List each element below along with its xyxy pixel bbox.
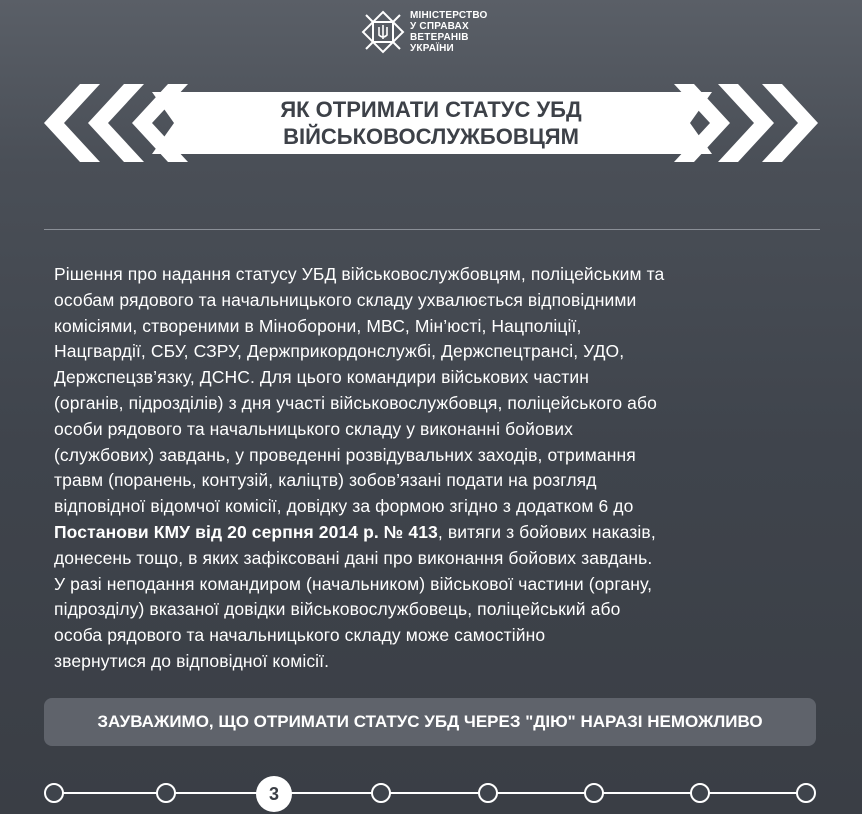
title-line-2: ВІЙСЬКОВОСЛУЖБОВЦЯМ — [283, 124, 579, 149]
body-line: підрозділу) вказаної довідки військовослужбовець, поліцейський або — [54, 599, 621, 620]
body-line: Постанови КМУ від 20 серпня 2014 р. № 413, витяги з бойових наказів, — [54, 521, 656, 542]
notice-text: ЗАУВАЖИМО, ЩО ОТРИМАТИ СТАТУС УБД ЧЕРЕЗ "ДІЮ" НАРАЗІ НЕМОЖЛИВО — [97, 712, 763, 731]
resolution-reference: Постанови КМУ від 20 серпня 2014 р. № 413 — [54, 521, 438, 542]
body-line: комісіями, створеними в Міноборони, МВС, Мін’юсті, Нацполіції, — [54, 315, 582, 336]
body-line: Держспецзв’язку, ДСНС. Для цього командири військових частин — [54, 367, 589, 388]
step-progress — [0, 770, 862, 814]
step-dot-1[interactable] — [45, 784, 63, 802]
ministry-logo — [360, 6, 488, 58]
page-title — [180, 92, 682, 154]
body-line: (органів, підрозділів) з дня участі військовослужбовця, поліцейського або — [54, 392, 657, 413]
ministry-emblem-icon — [360, 9, 406, 55]
step-dot-8[interactable] — [797, 784, 815, 802]
step-dot-7[interactable] — [691, 784, 709, 802]
title-line-1: ЯК ОТРИМАТИ СТАТУС УБД — [280, 97, 582, 122]
current-step-badge[interactable]: 3 — [256, 776, 292, 812]
body-line: особам рядового та начальницького складу ухвалюється відповідними — [54, 289, 637, 310]
body-line: Рішення про надання статусу УБД військовослужбовцям, поліцейським та — [54, 264, 665, 284]
body-line: У разі неподання командиром (начальником) військової частини (органу, — [54, 573, 653, 594]
body-line: звернутися до відповідної комісії. — [54, 650, 330, 671]
ministry-name: МІНІСТЕРСТВО У СПРАВАХ ВЕТЕРАНІВ УКРАЇНИ — [410, 10, 488, 54]
title-banner — [0, 68, 862, 178]
body-line: Нацгвардії, СБУ, СЗРУ, Держприкордонслужбі, Держспецтрансі, УДО, — [54, 341, 625, 362]
body-line: особи рядового та начальницького складу у виконанні бойових — [54, 418, 573, 439]
step-dot-2[interactable] — [157, 784, 175, 802]
body-paragraph — [54, 262, 824, 675]
body-line: відповідної відомчої комісії, довідку за формою згідно з додатком 6 до — [54, 496, 634, 517]
right-chevrons-icon — [674, 84, 818, 162]
body-line: (службових) завдань, у проведенні розвідувальних заходів, отримання — [54, 444, 636, 465]
body-line: донесень тощо, в яких зафіксовані дані про виконання бойових завдань. — [54, 547, 653, 568]
body-line: особа рядового та начальницького складу може самостійно — [54, 625, 546, 646]
notice-banner — [44, 698, 816, 746]
step-dot-5[interactable] — [479, 784, 497, 802]
step-dot-4[interactable] — [372, 784, 390, 802]
divider — [44, 229, 820, 230]
body-line: травм (поранень, контузій, каліцтв) зобов’язані подати на розгляд — [54, 470, 597, 491]
step-dot-6[interactable] — [585, 784, 603, 802]
